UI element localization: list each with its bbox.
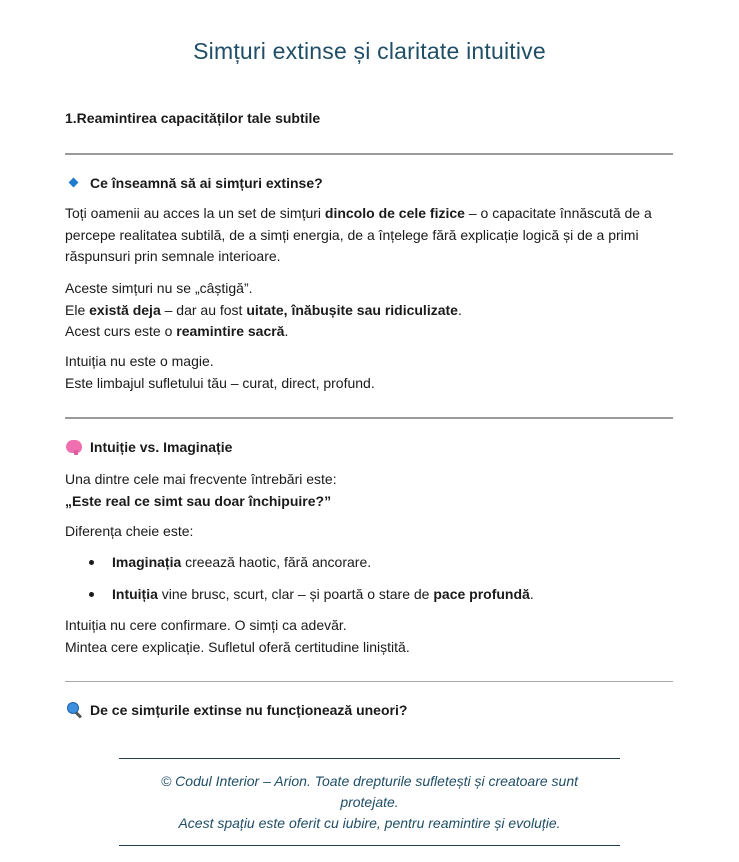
page-title: Simțuri extinse și claritate intuitive <box>193 38 546 64</box>
bold-text: Intuiția <box>112 586 158 602</box>
bold-text: „Este real ce simt sau doar închipuire?” <box>65 492 332 509</box>
text: vine brusc, scurt, clar – și poartă o stare de <box>157 586 434 602</box>
magnifier-icon <box>65 701 83 719</box>
paragraph-intuition-not-magic <box>65 351 677 394</box>
list-item <box>65 552 677 584</box>
text: . <box>284 323 289 339</box>
brain-icon <box>65 438 83 456</box>
text: . <box>457 301 462 318</box>
footer <box>119 758 620 846</box>
paragraph-confirmation <box>65 615 677 658</box>
text: – dar au fost <box>160 301 247 318</box>
text-line: Mintea cere explicație. Sufletul oferă certitudine liniștită. <box>65 638 410 655</box>
divider <box>65 153 673 155</box>
subheading-extended-senses <box>65 174 323 192</box>
bullet-list <box>65 552 677 616</box>
text-line: Intuiția nu cere confirmare. O simți ca adevăr. <box>65 617 347 633</box>
bold-text: pace profundă <box>433 586 530 602</box>
footer-tagline: Acest spațiu este oferit cu iubire, pentru reamintire și evoluție. <box>178 815 561 831</box>
subheading-why-not-working <box>65 701 407 719</box>
text: Acest curs este o <box>65 323 177 339</box>
text-line: Diferența cheie este: <box>65 523 194 539</box>
text-line: Este limbajul sufletului tău – curat, direct, profund. <box>65 374 375 391</box>
text-line: Aceste simțuri nu se „câștigă”. <box>65 280 253 296</box>
subheading-text: De ce simțurile extinse nu funcționează uneori? <box>90 702 408 718</box>
text-line <box>65 300 677 322</box>
blue-diamond-icon <box>65 174 83 192</box>
text-line: Una dintre cele mai frecvente întrebări este: <box>65 471 337 487</box>
bold-text: uitate, înăbușite sau ridiculizate <box>246 301 458 318</box>
subheading-text: Ce înseamnă să ai simțuri extinse? <box>90 175 323 191</box>
copyright-text: © Codul Interior – Arion. Toate drepturile sufletești și creatoare sunt protejate. <box>160 773 579 810</box>
list-item <box>65 584 677 616</box>
text-line: Intuiția nu este o magie. <box>65 353 214 369</box>
divider <box>65 681 673 682</box>
bold-text: există deja <box>89 301 161 318</box>
paragraph-intro <box>65 203 677 268</box>
text: Ele <box>65 301 90 318</box>
text: – o capacitate înnăscută de a percepe realitatea subtilă, de a simți energia, de a înțelege fără explicație logică și de a primi răspunsuri prin semnale interioare. <box>65 205 652 264</box>
divider <box>65 417 673 419</box>
subheading-intuition-vs-imagination <box>65 438 232 456</box>
paragraph-key-difference <box>65 521 677 543</box>
text-line <box>65 321 677 343</box>
paragraph-already-exist <box>65 278 677 343</box>
subheading-text: Intuiție vs. Imaginație <box>90 439 233 455</box>
text: Toți oamenii au acces la un set de simțuri <box>65 205 325 221</box>
section-heading: 1.Reamintirea capacităților tale subtile <box>65 110 321 126</box>
bold-text: reamintire sacră <box>176 323 285 339</box>
text: . <box>529 586 534 602</box>
bold-text: dincolo de cele fizice <box>324 205 465 221</box>
paragraph-question <box>65 469 677 512</box>
text: creează haotic, fără ancorare. <box>181 554 372 570</box>
bold-text: Imaginația <box>112 554 182 570</box>
